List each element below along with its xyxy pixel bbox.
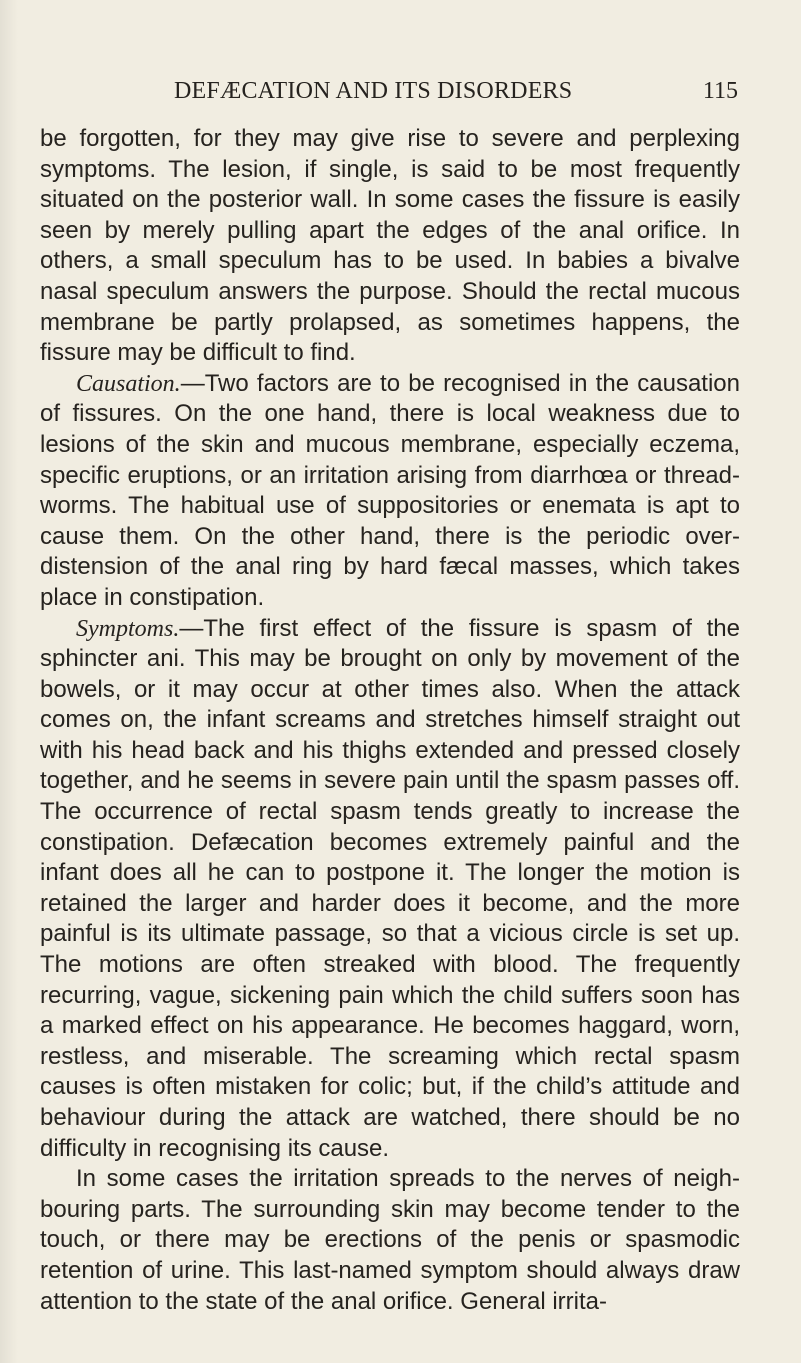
page-header	[80, 78, 738, 118]
body-text	[40, 124, 740, 1317]
paragraph-symptoms	[40, 614, 740, 1165]
paragraph-causation	[40, 369, 740, 614]
paragraph-text: be forgotten, for they may give rise to severe and perplexing symptoms. The lesion, if single, is said to be most frequently situated on the posterior wall. In some cases the fissure is easily seen by merely pulling apart the edges of the anal orifice. In others, a small speculum has to be used. In babies a bivalve nasal speculum answers the purpose. Should the rectal mucous membrane be partly prolapsed, as sometimes happens, the fissure may be difficult to find.	[40, 125, 740, 367]
paragraph-text: —Two factors are to be recognised in the causation of fissures. On the one hand, there is local weakness due to lesions of the skin and mucous membrane, especially eczema, specific eruptions, or an irritation arising from diarrhœa or thread-worms. The habitual use of suppositories or enemata is apt to cause them. On the other hand, there is the periodic over-distension of the anal ring by hard fæcal masses, which takes place in constipation.	[40, 369, 740, 611]
page-number: 115	[702, 78, 738, 104]
section-heading-symptoms: Symptoms.	[76, 615, 180, 642]
running-head: DEFÆCATION AND ITS DISORDERS	[174, 78, 573, 104]
section-heading-causation: Causation.	[76, 370, 181, 397]
paragraph-fissure-continuation	[40, 124, 740, 369]
paragraph-irritation	[40, 1164, 740, 1317]
paragraph-text: —The first effect of the fissure is spasm of the sphincter ani. This may be brought on only by movement of the bowels, or it may occur at other times also. When the attack comes on, the infant screams and stretches himself straight out with his head back and his thighs extended and pressed closely together, and he seems in severe pain until the spasm passes off. The occurrence of rectal spasm tends greatly to increase the constipation. Defæcation becomes extremely painful and the infant does all he can to postpone it. The longer the motion is retained the larger and harder does it become, and the more painful is its ultimate passage, so that a vicious circle is set up. The motions are often streaked with blood. The frequently recurring, vague, sickening pain which the child suffers soon has a marked effect on his appearance. He becomes haggard, worn, restless, and miserable. The screaming which rectal spasm causes is often mistaken for colic; but, if the child’s attitude and behaviour during the attack are watched, there should be no difficulty in recognising its cause.	[40, 614, 740, 1162]
paragraph-text: In some cases the irritation spreads to the nerves of neighbouring parts. The surrounding skin may become tender to the touch, or there may be erections of the penis or spasmodic retention of urine. This last-named symptom should always draw attention to the state of the anal orifice. General irrita-	[40, 1165, 740, 1315]
